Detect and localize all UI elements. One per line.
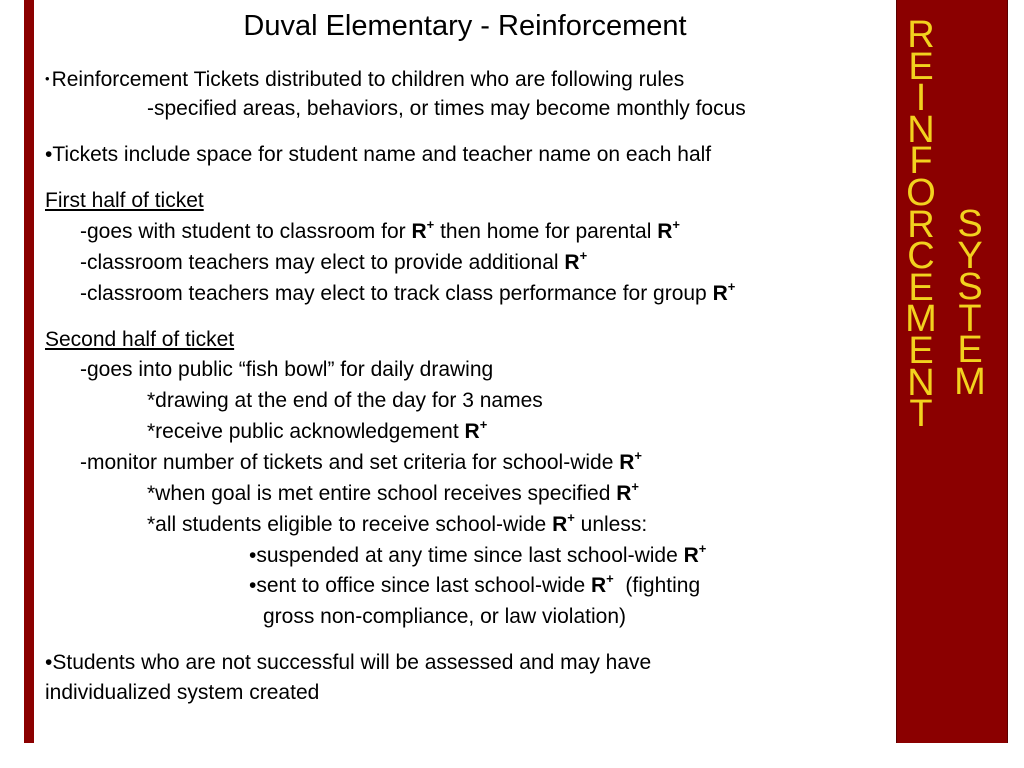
- first-half-line-2: -classroom teachers may elect to provide additional R+: [80, 248, 588, 274]
- vertical-word-reinforcement: [899, 14, 943, 436]
- vertical-letter: M: [905, 298, 937, 341]
- bullet-reinforcement-tickets: •Reinforcement Tickets distributed to children who are following rules: [45, 68, 685, 91]
- vertical-letter: S: [957, 266, 983, 309]
- heading-second-half: Second half of ticket: [45, 328, 235, 351]
- second-half-sub-goal-met: *when goal is met entire school receives specified R+: [147, 479, 640, 505]
- r-plus-symbol: R+: [552, 510, 575, 536]
- bullet-tickets-include: •Tickets include space for student name and teacher name on each half: [45, 143, 712, 166]
- vertical-word-system: [947, 203, 993, 403]
- second-half-line-1: -goes into public “fish bowl” for daily drawing: [80, 358, 494, 381]
- vertical-letter: E: [908, 329, 934, 372]
- second-half-line-2: -monitor number of tickets and set criteria for school-wide R+: [80, 448, 642, 474]
- second-half-sub-acknowledgement: *receive public acknowledgement R+: [147, 417, 488, 443]
- r-plus-symbol: R+: [619, 448, 642, 474]
- bullet-not-successful-continuation: individualized system created: [45, 681, 320, 704]
- vertical-letter: R: [907, 14, 935, 56]
- r-plus-symbol: R+: [657, 217, 680, 243]
- exception-continuation: gross non-compliance, or law violation): [263, 605, 626, 628]
- first-half-line-3: -classroom teachers may elect to track class performance for group R+: [80, 279, 736, 305]
- vertical-letter: I: [915, 77, 927, 120]
- vertical-letter: O: [906, 171, 936, 214]
- sub-specified-areas: -specified areas, behaviors, or times may become monthly focus: [147, 97, 746, 120]
- vertical-letter: C: [907, 235, 935, 278]
- r-plus-symbol: R+: [564, 248, 588, 274]
- r-plus-symbol: R+: [616, 479, 640, 505]
- vertical-title-panel: [896, 0, 1008, 743]
- vertical-letter: T: [958, 297, 982, 340]
- vertical-letter: Y: [957, 234, 983, 277]
- vertical-letter: M: [954, 360, 986, 403]
- bullet-not-successful: •Students who are not successful will be assessed and may have: [45, 651, 652, 674]
- vertical-letter: S: [957, 203, 983, 245]
- r-plus-symbol: R+: [683, 541, 707, 567]
- vertical-letter: N: [907, 108, 935, 151]
- first-half-line-1: -goes with student to classroom for R+ then home for parental R+: [80, 217, 680, 243]
- vertical-letter: R: [907, 203, 935, 246]
- r-plus-symbol: R+: [590, 571, 614, 597]
- r-plus-symbol: R+: [712, 279, 736, 305]
- r-plus-symbol: R+: [411, 217, 435, 243]
- left-accent-bar: [24, 0, 34, 743]
- exception-sent-to-office: •sent to office since last school-wide R+ (fighting: [249, 571, 701, 597]
- heading-first-half: First half of ticket: [45, 189, 204, 212]
- second-half-sub-drawing: *drawing at the end of the day for 3 names: [147, 389, 543, 412]
- vertical-letter: N: [907, 361, 935, 404]
- exception-suspended: •suspended at any time since last school-wide R+: [249, 541, 707, 567]
- vertical-letter: F: [909, 140, 933, 183]
- vertical-letter: E: [908, 45, 934, 88]
- vertical-letter: E: [908, 266, 934, 309]
- vertical-letter: E: [957, 329, 983, 372]
- r-plus-symbol: R+: [464, 417, 488, 443]
- vertical-letter: T: [909, 393, 933, 436]
- second-half-sub-eligible: *all students eligible to receive school-wide R+ unless:: [147, 510, 648, 536]
- slide-title: Duval Elementary - Reinforcement: [243, 10, 687, 42]
